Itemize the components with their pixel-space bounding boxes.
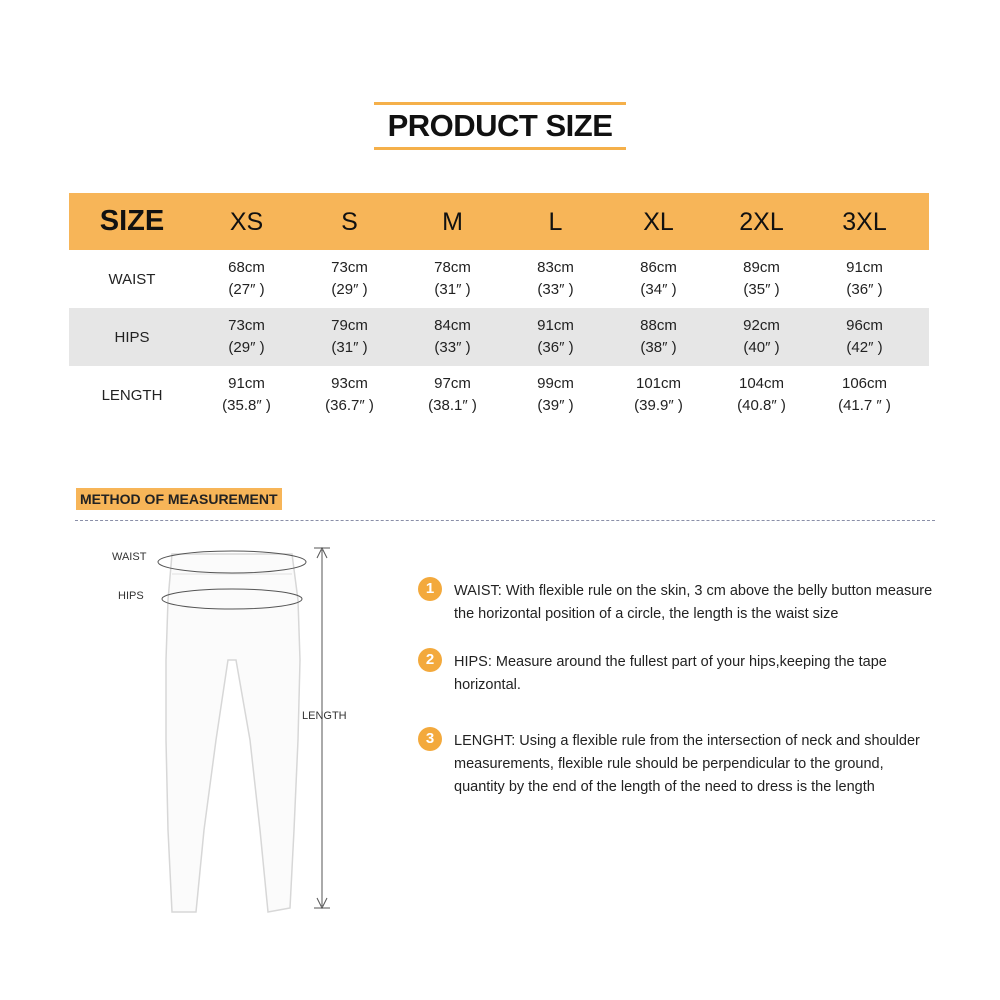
table-row-length [69, 366, 929, 424]
step-text: HIPS: Measure around the fullest part of your hips,keeping the tape horizontal. [454, 654, 887, 693]
measurement-steps [418, 580, 938, 799]
table-cell: 79cm (31″ ) [331, 317, 368, 356]
row-label: HIPS [114, 328, 150, 346]
table-cell: 96cm (42″ ) [846, 317, 883, 356]
step-number-badge: 2 [418, 648, 442, 672]
table-cell: 104cm (40.8″ ) [737, 375, 786, 414]
step-text: WAIST: With flexible rule on the skin, 3 cm above the belly button measure the horizontal position of a circle, the length is the waist size [454, 583, 933, 622]
table-cell: 78cm (31″ ) [434, 259, 471, 298]
title-bottom-rule [374, 147, 626, 150]
table-row-hips [69, 308, 929, 366]
size-s: S [341, 207, 358, 236]
list-item [418, 730, 938, 799]
size-table [69, 193, 929, 424]
table-cell: 101cm (39.9″ ) [634, 375, 683, 414]
size-l: L [548, 207, 563, 236]
title-top-rule [374, 102, 626, 105]
table-cell: 106cm (41.7 ″ ) [838, 375, 891, 414]
size-table-header [69, 193, 929, 250]
table-cell: 92cm (40″ ) [743, 317, 780, 356]
step-text: LENGHT: Using a flexible rule from the intersection of neck and shoulder measurements, flexible rule should be perpendicular to the ground, quantity by the end of the length of the need to dress is the length [454, 733, 920, 795]
row-label: WAIST [108, 270, 156, 288]
table-cell: 83cm (33″ ) [537, 259, 574, 298]
list-item [418, 580, 938, 626]
row-label: LENGTH [101, 386, 163, 404]
size-2xl: 2XL [739, 207, 784, 236]
table-cell: 97cm (38.1″ ) [428, 375, 477, 414]
table-row-waist [69, 250, 929, 308]
table-cell: 91cm (36″ ) [537, 317, 574, 356]
table-cell: 73cm (29″ ) [228, 317, 265, 356]
diagram-length-label: LENGTH [302, 710, 347, 722]
size-header-label: SIZE [99, 205, 165, 237]
table-cell: 73cm (29″ ) [331, 259, 368, 298]
table-cell: 86cm (34″ ) [640, 259, 677, 298]
section-divider [75, 520, 935, 521]
list-item [418, 651, 938, 697]
diagram-waist-label: WAIST [112, 551, 147, 563]
size-3xl: 3XL [842, 207, 887, 236]
table-cell: 89cm (35″ ) [743, 259, 780, 298]
leggings-shape [166, 554, 300, 912]
table-cell: 84cm (33″ ) [434, 317, 471, 356]
table-cell: 68cm (27″ ) [228, 259, 265, 298]
table-cell: 88cm (38″ ) [640, 317, 677, 356]
size-m: M [442, 207, 463, 236]
table-cell: 99cm (39″ ) [537, 375, 574, 414]
leggings-diagram [100, 540, 380, 920]
diagram-hips-label: HIPS [118, 590, 144, 602]
table-cell: 91cm (36″ ) [846, 259, 883, 298]
method-of-measurement-heading: METHOD OF MEASUREMENT [76, 488, 282, 510]
step-number-badge: 3 [418, 727, 442, 751]
size-xs: XS [229, 207, 264, 236]
step-number-badge: 1 [418, 577, 442, 601]
page-title: PRODUCT SIZE [387, 108, 613, 143]
table-cell: 91cm (35.8″ ) [222, 375, 271, 414]
size-xl: XL [643, 207, 674, 236]
table-cell: 93cm (36.7″ ) [325, 375, 374, 414]
product-size-title-block [374, 100, 626, 152]
